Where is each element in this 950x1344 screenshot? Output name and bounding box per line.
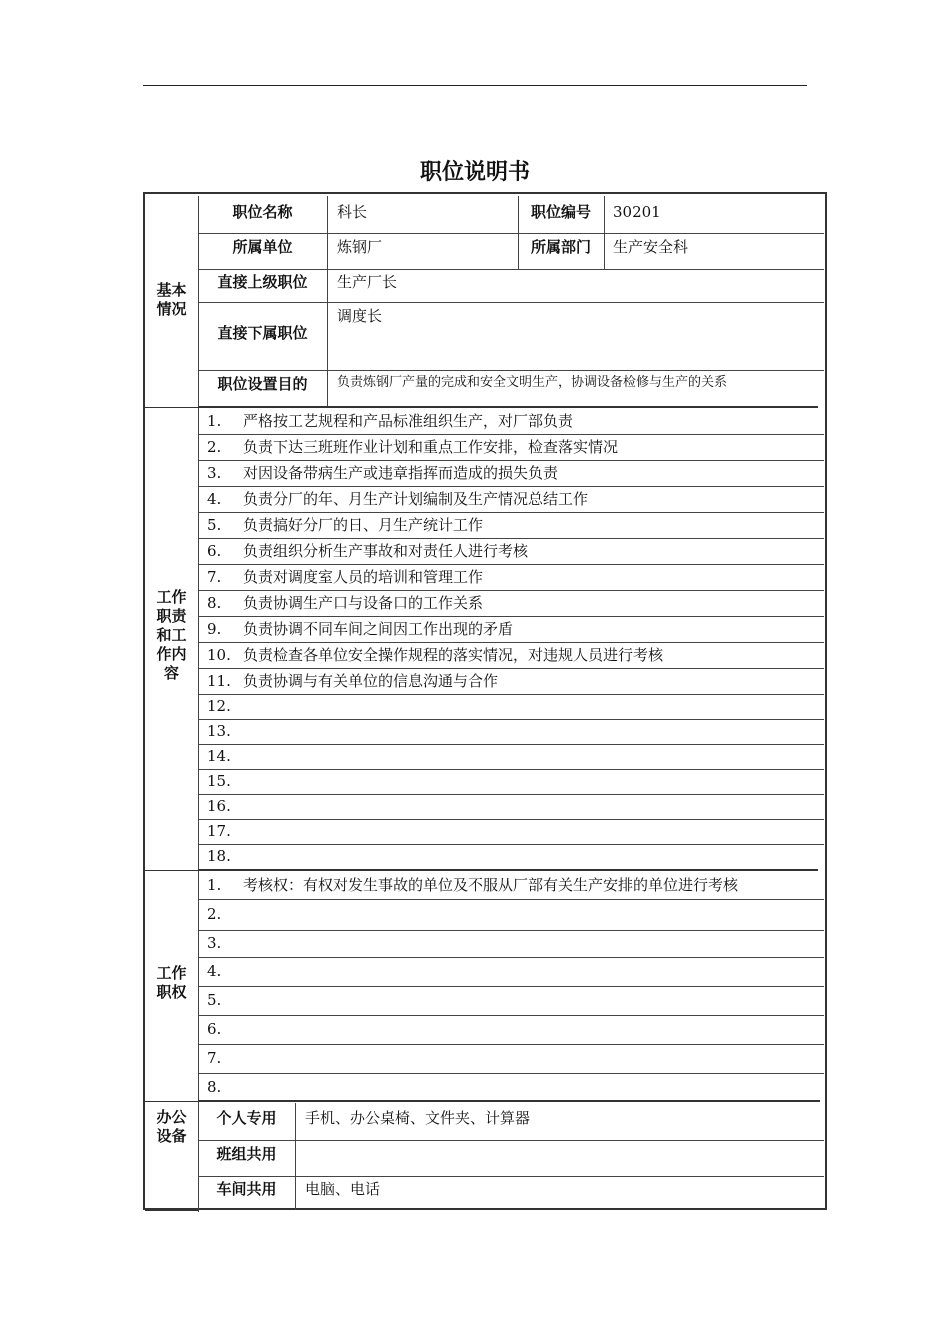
list-item-text: 考核权：有权对发生事故的单位及不服从厂部有关生产安排的单位进行考核 [243,876,739,894]
page-title: 职位说明书 [419,160,530,185]
list-item-text: 负责协调生产口与设备口的工作关系 [243,594,484,612]
list-item-number: 2. [207,905,222,923]
list-item-text: 负责分厂的年、月生产计划编制及生产情况总结工作 [243,490,589,508]
row-divider [198,668,824,669]
list-item [207,722,243,741]
row-divider [198,819,824,820]
superior-value: 生产厂长 [337,273,398,291]
list-item-text: 负责对调度室人员的培训和管理工作 [243,568,484,586]
list-item [207,542,528,561]
list-item-number: 11. [207,672,231,690]
list-item [207,438,618,457]
list-item-text: 严格按工艺规程和产品标准组织生产，对厂部负责 [243,412,574,430]
list-item [207,905,243,924]
list-item-number: 4. [207,490,222,508]
row-divider [198,642,824,643]
list-item [207,620,513,639]
list-item-number: 5. [207,991,222,1009]
list-item-number: 5. [207,516,222,534]
list-item [207,1020,243,1039]
list-item-number: 18. [207,847,231,865]
list-item-number: 9. [207,620,222,638]
row-divider [198,694,824,695]
list-item-number: 12. [207,697,231,715]
row-divider [198,986,824,987]
row-divider [198,233,824,234]
list-item-number: 2. [207,438,222,456]
row-divider [198,1073,824,1074]
list-item-number: 14. [207,747,231,765]
header-rule [143,85,807,86]
list-item-number: 7. [207,568,222,586]
workshop-equipment-value: 电脑、电话 [305,1180,381,1198]
list-item [207,847,243,866]
row-divider [198,564,824,565]
section-divider-left [145,870,198,871]
list-item [207,797,243,816]
list-item [207,934,243,953]
list-item [207,412,573,431]
list-item-number: 15. [207,772,231,790]
row-divider [198,460,824,461]
row-divider [198,794,824,795]
position-name-value: 科长 [337,203,368,221]
row-divider [198,1044,824,1045]
list-item-text: 负责检查各单位安全操作规程的落实情况，对违规人员进行考核 [243,646,664,664]
section-divider [198,1100,820,1102]
position-name-label: 职位名称 [232,203,293,221]
purpose-value: 负责炼钢厂产量的完成和安全文明生产，协调设备检修与生产的关系 [337,375,728,390]
list-item [207,697,243,716]
list-item-text: 负责搞好分厂的日、月生产统计工作 [243,516,484,534]
row-divider [198,1140,824,1141]
row-divider [198,930,824,931]
list-item-number: 6. [207,1020,222,1038]
row-divider [198,269,824,270]
personal-equipment-label: 个人专用 [216,1109,277,1127]
list-item [207,464,558,483]
list-item-number: 1. [207,412,222,430]
purpose-label: 职位设置目的 [217,375,308,393]
unit-value: 炼钢厂 [337,238,383,256]
row-divider [198,744,824,745]
department-value: 生产安全科 [613,238,689,256]
section-label-authority: 工作 职权 [156,964,187,1001]
list-item-number: 8. [207,1078,222,1096]
section-divider [198,406,818,408]
list-item [207,1078,243,1097]
section-label-basic: 基本 情况 [156,281,187,318]
section-divider-left [145,407,198,408]
row-divider [198,538,824,539]
row-divider [198,486,824,487]
row-divider [198,769,824,770]
list-item-number: 1. [207,876,222,894]
list-item-number: 3. [207,934,222,952]
list-item-number: 16. [207,797,231,815]
workshop-equipment-label: 车间共用 [216,1180,277,1198]
list-item-number: 3. [207,464,222,482]
row-divider [198,719,824,720]
section-label-duties: 工作 职责 和工 作内 容 [156,588,187,682]
list-item-number: 6. [207,542,222,560]
bottom-rule-left [145,1210,198,1211]
list-item-number: 10. [207,646,231,664]
section-column-divider [198,196,199,1212]
list-item [207,747,243,766]
list-item [207,490,588,509]
list-item-number: 7. [207,1049,222,1067]
list-item [207,991,243,1010]
team-equipment-label: 班组共用 [216,1145,277,1163]
list-item [207,772,243,791]
list-item [207,822,243,841]
subordinate-value: 调度长 [337,307,383,325]
position-description-table [143,192,827,1210]
list-item-text: 负责组织分析生产事故和对责任人进行考核 [243,542,529,560]
row-divider [198,616,824,617]
list-item [207,646,663,665]
list-item [207,962,243,981]
row-divider [198,844,824,845]
list-item-number: 17. [207,822,231,840]
list-item-text: 对因设备带病生产或违章指挥而造成的损失负责 [243,464,559,482]
equipment-label-divider [295,1103,296,1210]
list-item [207,672,498,691]
row-divider [198,1176,824,1177]
row-divider [198,434,824,435]
section-divider [198,869,818,871]
list-item [207,516,483,535]
list-item [207,876,738,895]
row-divider [198,1015,824,1016]
personal-equipment-value: 手机、办公桌椅、文件夹、计算器 [305,1109,531,1127]
list-item-text: 负责协调与有关单位的信息沟通与合作 [243,672,499,690]
position-code-value: 30201 [613,203,661,221]
list-item-number: 4. [207,962,222,980]
superior-label: 直接上级职位 [217,273,308,291]
row-divider [198,899,824,900]
list-item-number: 8. [207,594,222,612]
unit-label: 所属单位 [232,238,293,256]
row-divider [198,512,824,513]
list-item-text: 负责协调不同车间之间因工作出现的矛盾 [243,620,514,638]
list-item-text: 负责下达三班班作业计划和重点工作安排，检查落实情况 [243,438,619,456]
section-divider-left [145,1101,198,1102]
department-label: 所属部门 [530,238,591,256]
row-divider [198,302,824,303]
list-item [207,594,483,613]
list-item [207,568,483,587]
list-item-number: 13. [207,722,231,740]
section-label-equipment: 办公 设备 [156,1108,187,1145]
row-divider [198,957,824,958]
row-divider [198,590,824,591]
list-item [207,1049,243,1068]
row-divider [198,370,824,371]
subordinate-label: 直接下属职位 [217,324,308,342]
position-code-label: 职位编号 [530,203,591,221]
